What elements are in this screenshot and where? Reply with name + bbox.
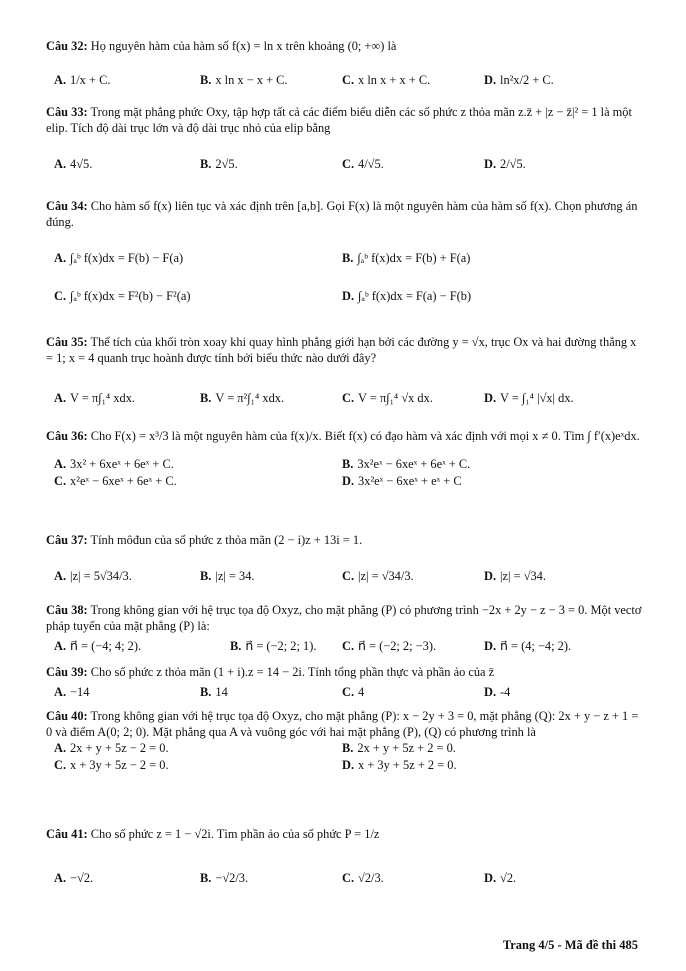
question-stem	[46, 428, 646, 444]
option-label: B.	[200, 157, 212, 171]
answer-options	[46, 156, 646, 176]
option-label: B.	[342, 251, 354, 265]
option-d[interactable]	[484, 72, 554, 88]
option-b[interactable]	[200, 568, 255, 584]
question-text: Trong không gian với hệ trục tọa độ Oxyz, cho mặt phẳng (P) có phương trình −2x + 2y − z − 3 = 0. Một vectơ pháp tuyến của mặt phẳng (P) là:	[46, 603, 642, 633]
option-label: D.	[342, 474, 355, 488]
option-text: ∫ₐᵇ f(x)dx = F(b) + F(a)	[357, 251, 471, 265]
option-c[interactable]	[342, 390, 433, 406]
option-a[interactable]	[54, 568, 132, 584]
option-label: C.	[342, 73, 355, 87]
answer-options	[46, 288, 646, 308]
option-label: D.	[484, 157, 497, 171]
option-d[interactable]	[484, 638, 571, 654]
option-c[interactable]	[342, 684, 364, 700]
question-36	[46, 428, 646, 490]
question-stem	[46, 334, 646, 366]
question-text: Trong không gian với hệ trục tọa độ Oxyz, cho mặt phẳng (P): x − 2y + 3 = 0, mặt phẳng (Q): 2x + y − z + 1 = 0 và điểm A(0; 2; 0). Mặt phẳng qua A và vuông góc với hai mặt phẳng (P), (Q) có phương trình là	[46, 709, 639, 739]
option-label: D.	[484, 685, 497, 699]
answer-options	[46, 568, 646, 588]
option-text: 3x²eˣ − 6xeˣ + 6eˣ + C.	[357, 457, 471, 471]
question-stem	[46, 104, 646, 136]
option-a[interactable]	[54, 250, 183, 266]
option-label: A.	[54, 457, 67, 471]
option-label: C.	[342, 391, 355, 405]
option-a[interactable]	[54, 156, 92, 172]
option-b[interactable]	[200, 684, 228, 700]
option-text: |z| = √34/3.	[358, 569, 414, 583]
question-stem	[46, 532, 646, 548]
question-number: Câu 34:	[46, 199, 88, 213]
option-c[interactable]	[342, 156, 384, 172]
option-text: V = π²∫₁⁴ xdx.	[215, 391, 285, 405]
question-35	[46, 334, 646, 410]
answer-options	[46, 72, 646, 92]
option-label: A.	[54, 741, 67, 755]
option-text: −14	[70, 685, 90, 699]
question-stem	[46, 602, 646, 634]
option-label: B.	[342, 457, 354, 471]
option-text: n⃗ = (−2; 2; 1).	[245, 639, 317, 653]
question-number: Câu 38:	[46, 603, 88, 617]
answer-options	[46, 456, 646, 473]
option-b[interactable]	[342, 456, 470, 472]
option-text: 2/√5.	[500, 157, 526, 171]
option-c[interactable]	[342, 638, 436, 654]
option-label: B.	[200, 685, 212, 699]
option-b[interactable]	[200, 870, 248, 886]
answer-options	[46, 250, 646, 270]
option-text: ∫ₐᵇ f(x)dx = F²(b) − F²(a)	[70, 289, 191, 303]
option-d[interactable]	[342, 288, 471, 304]
option-text: n⃗ = (−2; 2; −3).	[358, 639, 437, 653]
answer-options	[46, 757, 646, 774]
option-c[interactable]	[342, 72, 430, 88]
option-text: 1/x + C.	[70, 73, 111, 87]
option-b[interactable]	[200, 72, 288, 88]
option-label: C.	[54, 289, 67, 303]
question-37	[46, 532, 646, 588]
option-text: V = π∫₁⁴ √x dx.	[358, 391, 433, 405]
option-label: A.	[54, 569, 67, 583]
page-footer: Trang 4/5 - Mã đề thi 485	[502, 938, 638, 952]
question-text: Cho F(x) = x³/3 là một nguyên hàm của f(x)/x. Biết f(x) có đạo hàm và xác định với mọi x ≠ 0. Tìm ∫ f′(x)eˣdx.	[90, 429, 640, 443]
option-text: -4	[500, 685, 511, 699]
option-label: B.	[200, 73, 212, 87]
option-text: 14	[215, 685, 228, 699]
option-text: 2x + y + 5z − 2 = 0.	[70, 741, 169, 755]
option-text: |z| = 5√34/3.	[70, 569, 132, 583]
option-label: A.	[54, 73, 67, 87]
question-38	[46, 602, 646, 658]
option-text: x ln x + x + C.	[358, 73, 431, 87]
option-text: −√2/3.	[215, 871, 249, 885]
option-text: 2x + y + 5z + 2 = 0.	[357, 741, 456, 755]
question-text: Trong mặt phẳng phức Oxy, tập hợp tất cả các điểm biểu diễn các số phức z thỏa mãn z.z̄ + |z − z̄|² = 1 là một elip. Tích độ dài trục lớn và độ dài trục nhỏ của elip bằng	[46, 105, 632, 135]
option-c[interactable]	[342, 568, 414, 584]
option-text: ∫ₐᵇ f(x)dx = F(a) − F(b)	[358, 289, 472, 303]
option-label: A.	[54, 685, 67, 699]
question-stem	[46, 38, 646, 54]
option-text: 3x²eˣ − 6xeˣ + eˣ + C	[358, 474, 462, 488]
question-stem	[46, 826, 646, 842]
option-text: V = π∫₁⁴ xdx.	[70, 391, 136, 405]
option-text: 4	[358, 685, 365, 699]
option-text: √2.	[500, 871, 517, 885]
answer-options	[46, 638, 646, 658]
option-label: C.	[342, 157, 355, 171]
option-b[interactable]	[230, 638, 316, 654]
question-number: Câu 39:	[46, 665, 88, 679]
question-number: Câu 40:	[46, 709, 88, 723]
option-b[interactable]	[342, 250, 470, 266]
option-a[interactable]	[54, 740, 169, 756]
question-number: Câu 32:	[46, 39, 88, 53]
option-label: B.	[200, 391, 212, 405]
option-text: x²eˣ − 6xeˣ + 6eˣ + C.	[70, 474, 177, 488]
option-label: A.	[54, 391, 67, 405]
option-c[interactable]	[342, 870, 384, 886]
option-text: x + 3y + 5z + 2 = 0.	[358, 758, 457, 772]
option-d[interactable]	[342, 473, 462, 489]
option-c[interactable]	[54, 757, 169, 773]
question-41	[46, 826, 646, 890]
option-label: C.	[54, 758, 67, 772]
question-stem	[46, 664, 646, 680]
answer-options	[46, 473, 646, 490]
option-label: A.	[54, 871, 67, 885]
option-text: 4√5.	[70, 157, 93, 171]
question-text: Tính môđun của số phức z thỏa mãn (2 − i)z + 13i = 1.	[90, 533, 363, 547]
option-text: ln²x/2 + C.	[500, 73, 554, 87]
option-d[interactable]	[342, 757, 457, 773]
option-label: D.	[484, 639, 497, 653]
option-label: A.	[54, 639, 67, 653]
option-b[interactable]	[200, 156, 238, 172]
option-d[interactable]	[484, 390, 574, 406]
option-a[interactable]	[54, 390, 135, 406]
option-label: C.	[54, 474, 67, 488]
question-text: Cho số phức z = 1 − √2i. Tìm phần ảo của số phức P = 1/z	[90, 827, 380, 841]
option-label: C.	[342, 871, 355, 885]
question-34	[46, 198, 646, 308]
question-text: Cho số phức z thỏa mãn (1 + i).z = 14 − 2i. Tính tổng phần thực và phần ảo của z̄	[90, 665, 495, 679]
question-39	[46, 664, 646, 704]
option-a[interactable]	[54, 638, 141, 654]
option-text: −√2.	[70, 871, 94, 885]
option-label: D.	[484, 391, 497, 405]
option-d[interactable]	[484, 684, 510, 700]
option-c[interactable]	[54, 288, 191, 304]
option-label: C.	[342, 639, 355, 653]
question-text: Cho hàm số f(x) liên tục và xác định trên [a,b]. Gọi F(x) là một nguyên hàm của hàm số f(x). Chọn phương án đúng.	[46, 199, 638, 229]
option-d[interactable]	[484, 156, 526, 172]
option-label: B.	[342, 741, 354, 755]
question-32	[46, 38, 646, 92]
option-label: B.	[200, 871, 212, 885]
answer-options	[46, 870, 646, 890]
question-stem	[46, 708, 646, 740]
question-text: Họ nguyên hàm của hàm số f(x) = ln x trên khoảng (0; +∞) là	[90, 39, 397, 53]
option-a[interactable]	[54, 456, 174, 472]
option-label: B.	[230, 639, 242, 653]
option-label: A.	[54, 251, 67, 265]
option-text: |z| = √34.	[500, 569, 546, 583]
option-text: 3x² + 6xeˣ + 6eˣ + C.	[70, 457, 174, 471]
option-text: 2√5.	[215, 157, 238, 171]
option-label: B.	[200, 569, 212, 583]
option-label: D.	[484, 569, 497, 583]
question-40	[46, 708, 646, 774]
option-text: |z| = 34.	[215, 569, 255, 583]
answer-options	[46, 740, 646, 757]
option-text: x ln x − x + C.	[215, 73, 288, 87]
option-c[interactable]	[54, 473, 177, 489]
option-text: V = ∫₁⁴ |√x| dx.	[500, 391, 574, 405]
option-d[interactable]	[484, 568, 546, 584]
option-a[interactable]	[54, 684, 89, 700]
option-text: n⃗ = (4; −4; 2).	[500, 639, 572, 653]
option-label: C.	[342, 685, 355, 699]
option-label: D.	[342, 758, 355, 772]
option-label: A.	[54, 157, 67, 171]
option-label: D.	[342, 289, 355, 303]
question-number: Câu 36:	[46, 429, 88, 443]
answer-options	[46, 390, 646, 410]
option-label: D.	[484, 871, 497, 885]
question-stem	[46, 198, 646, 230]
question-number: Câu 37:	[46, 533, 88, 547]
question-number: Câu 35:	[46, 335, 88, 349]
option-text: n⃗ = (−4; 4; 2).	[70, 639, 142, 653]
answer-options	[46, 684, 646, 704]
option-text: x + 3y + 5z − 2 = 0.	[70, 758, 169, 772]
question-33	[46, 104, 646, 176]
option-b[interactable]	[342, 740, 456, 756]
question-number: Câu 41:	[46, 827, 88, 841]
option-text: 4/√5.	[358, 157, 384, 171]
option-a[interactable]	[54, 870, 93, 886]
question-number: Câu 33:	[46, 105, 88, 119]
option-text: ∫ₐᵇ f(x)dx = F(b) − F(a)	[70, 251, 184, 265]
option-a[interactable]	[54, 72, 110, 88]
option-b[interactable]	[200, 390, 284, 406]
option-label: C.	[342, 569, 355, 583]
option-d[interactable]	[484, 870, 516, 886]
option-label: D.	[484, 73, 497, 87]
question-text: Thể tích của khối tròn xoay khi quay hình phẳng giới hạn bởi các đường y = √x, trục Ox và hai đường thẳng x = 1; x = 4 quanh trục hoành được tính bởi biểu thức nào dưới đây?	[46, 335, 637, 365]
option-text: √2/3.	[358, 871, 384, 885]
